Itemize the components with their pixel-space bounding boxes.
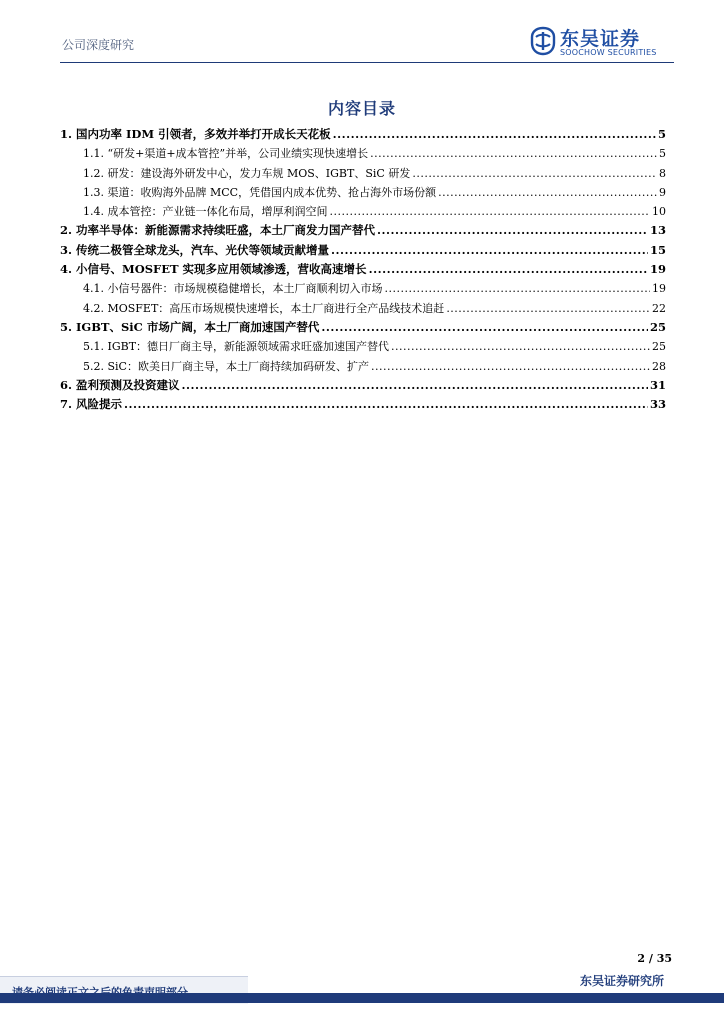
table-of-contents — [60, 126, 666, 415]
toc-subsection-entry[interactable] — [60, 184, 666, 203]
scs-logo-icon — [530, 26, 556, 56]
toc-entry-page: 19 — [649, 262, 666, 277]
toc-subsection-entry[interactable] — [60, 203, 666, 222]
toc-entry-label: 5. IGBT、SiC 市场广阔，本土厂商加速国产替代 — [60, 319, 320, 334]
toc-entry-page: 19 — [652, 282, 666, 296]
toc-subsection-entry[interactable] — [60, 280, 666, 299]
toc-entry-label: 4. 小信号、MOSFET 实现多应用领域渗透，营收高速增长 — [60, 262, 367, 277]
toc-leader-dots — [331, 243, 648, 257]
footer-firm: 东吴证券研究所 — [579, 974, 664, 988]
toc-entry-label: 3. 传统二极管全球龙头，汽车、光伏等领域贡献增量 — [60, 242, 330, 257]
toc-entry-page: 13 — [649, 223, 666, 238]
toc-leader-dots — [412, 167, 657, 180]
toc-subsection-entry[interactable] — [60, 300, 666, 319]
brand-logo — [530, 24, 674, 60]
toc-leader-dots — [377, 223, 648, 237]
toc-entry-label: 1. 国内功率 IDM 引领者，多效并举打开成长天花板 — [60, 127, 331, 141]
toc-entry-label: 6. 盈利预测及投资建议 — [60, 377, 180, 392]
toc-section-entry[interactable] — [60, 377, 666, 396]
toc-subsection-entry[interactable] — [60, 145, 666, 164]
toc-leader-dots — [391, 340, 650, 353]
toc-entry-page: 25 — [649, 319, 666, 334]
toc-entry-label: 7. 风险提示 — [60, 397, 123, 412]
toc-entry-page: 8 — [659, 166, 666, 180]
toc-entry-page: 31 — [649, 377, 666, 392]
toc-leader-dots — [371, 360, 650, 373]
toc-entry-page: 33 — [649, 397, 666, 412]
toc-entry-page: 15 — [649, 242, 666, 257]
toc-leader-dots — [446, 302, 650, 315]
toc-section-entry[interactable] — [60, 261, 666, 280]
toc-entry-label: 1.4. 成本管控：产业链一体化布局，增厚利润空间 — [83, 205, 328, 219]
toc-entry-label: 4.2. MOSFET：高压市场规模快速增长，本土厂商进行全产品线技术追赶 — [83, 301, 445, 315]
toc-section-entry[interactable] — [60, 222, 666, 241]
toc-entry-label: 2. 功率半导体：新能源需求持续旺盛，本土厂商发力国产替代 — [60, 223, 376, 238]
toc-entry-page: 5 — [657, 127, 666, 141]
toc-entry-page: 9 — [659, 185, 666, 199]
toc-entry-page: 22 — [652, 301, 666, 315]
toc-title: 内容目录 — [327, 99, 396, 118]
toc-entry-label: 5.1. IGBT：德日厂商主导，新能源领域需求旺盛加速国产替代 — [83, 340, 390, 354]
toc-subsection-entry[interactable] — [60, 358, 666, 377]
toc-entry-page: 28 — [652, 359, 666, 373]
toc-section-entry[interactable] — [60, 126, 666, 145]
toc-leader-dots — [124, 397, 648, 411]
report-category: 公司深度研究 — [62, 38, 135, 52]
toc-leader-dots — [321, 320, 648, 334]
toc-subsection-entry[interactable] — [60, 165, 666, 184]
toc-section-entry[interactable] — [60, 396, 666, 415]
toc-leader-dots — [438, 186, 657, 199]
toc-entry-label: 1.2. 研发：建设海外研发中心，发力车规 MOS、IGBT、SiC 研发 — [83, 166, 411, 180]
toc-leader-dots — [385, 282, 651, 295]
page-number: 2 / 35 — [637, 952, 672, 965]
toc-leader-dots — [369, 262, 648, 276]
toc-leader-dots — [370, 147, 657, 160]
toc-leader-dots — [330, 205, 651, 218]
toc-entry-page: 5 — [659, 147, 666, 161]
toc-entry-label: 1.1. “研发+渠道+成本管控”并举，公司业绩实现快速增长 — [83, 147, 369, 161]
toc-leader-dots — [182, 378, 648, 392]
toc-entry-page: 10 — [652, 205, 666, 219]
logo-english-name: SOOCHOW SECURITIES — [560, 48, 657, 57]
disclaimer-notice: 请务必阅读正文之后的免责声明部分 — [12, 986, 188, 999]
toc-section-entry[interactable] — [60, 319, 666, 338]
logo-chinese-name: 东吴证券 — [560, 28, 641, 50]
toc-entry-label: 1.3. 渠道：收购海外品牌 MCC，凭借国内成本优势、抢占海外市场份额 — [83, 185, 437, 199]
toc-entry-label: 5.2. SiC：欧美日厂商主导，本土厂商持续加码研发、扩产 — [83, 359, 369, 373]
toc-entry-page: 25 — [652, 340, 666, 354]
toc-leader-dots — [333, 127, 656, 141]
toc-entry-label: 4.1. 小信号器件：市场规模稳健增长，本土厂商顺利切入市场 — [83, 282, 383, 296]
toc-section-entry[interactable] — [60, 242, 666, 261]
toc-subsection-entry[interactable] — [60, 338, 666, 357]
header-divider — [60, 62, 674, 63]
